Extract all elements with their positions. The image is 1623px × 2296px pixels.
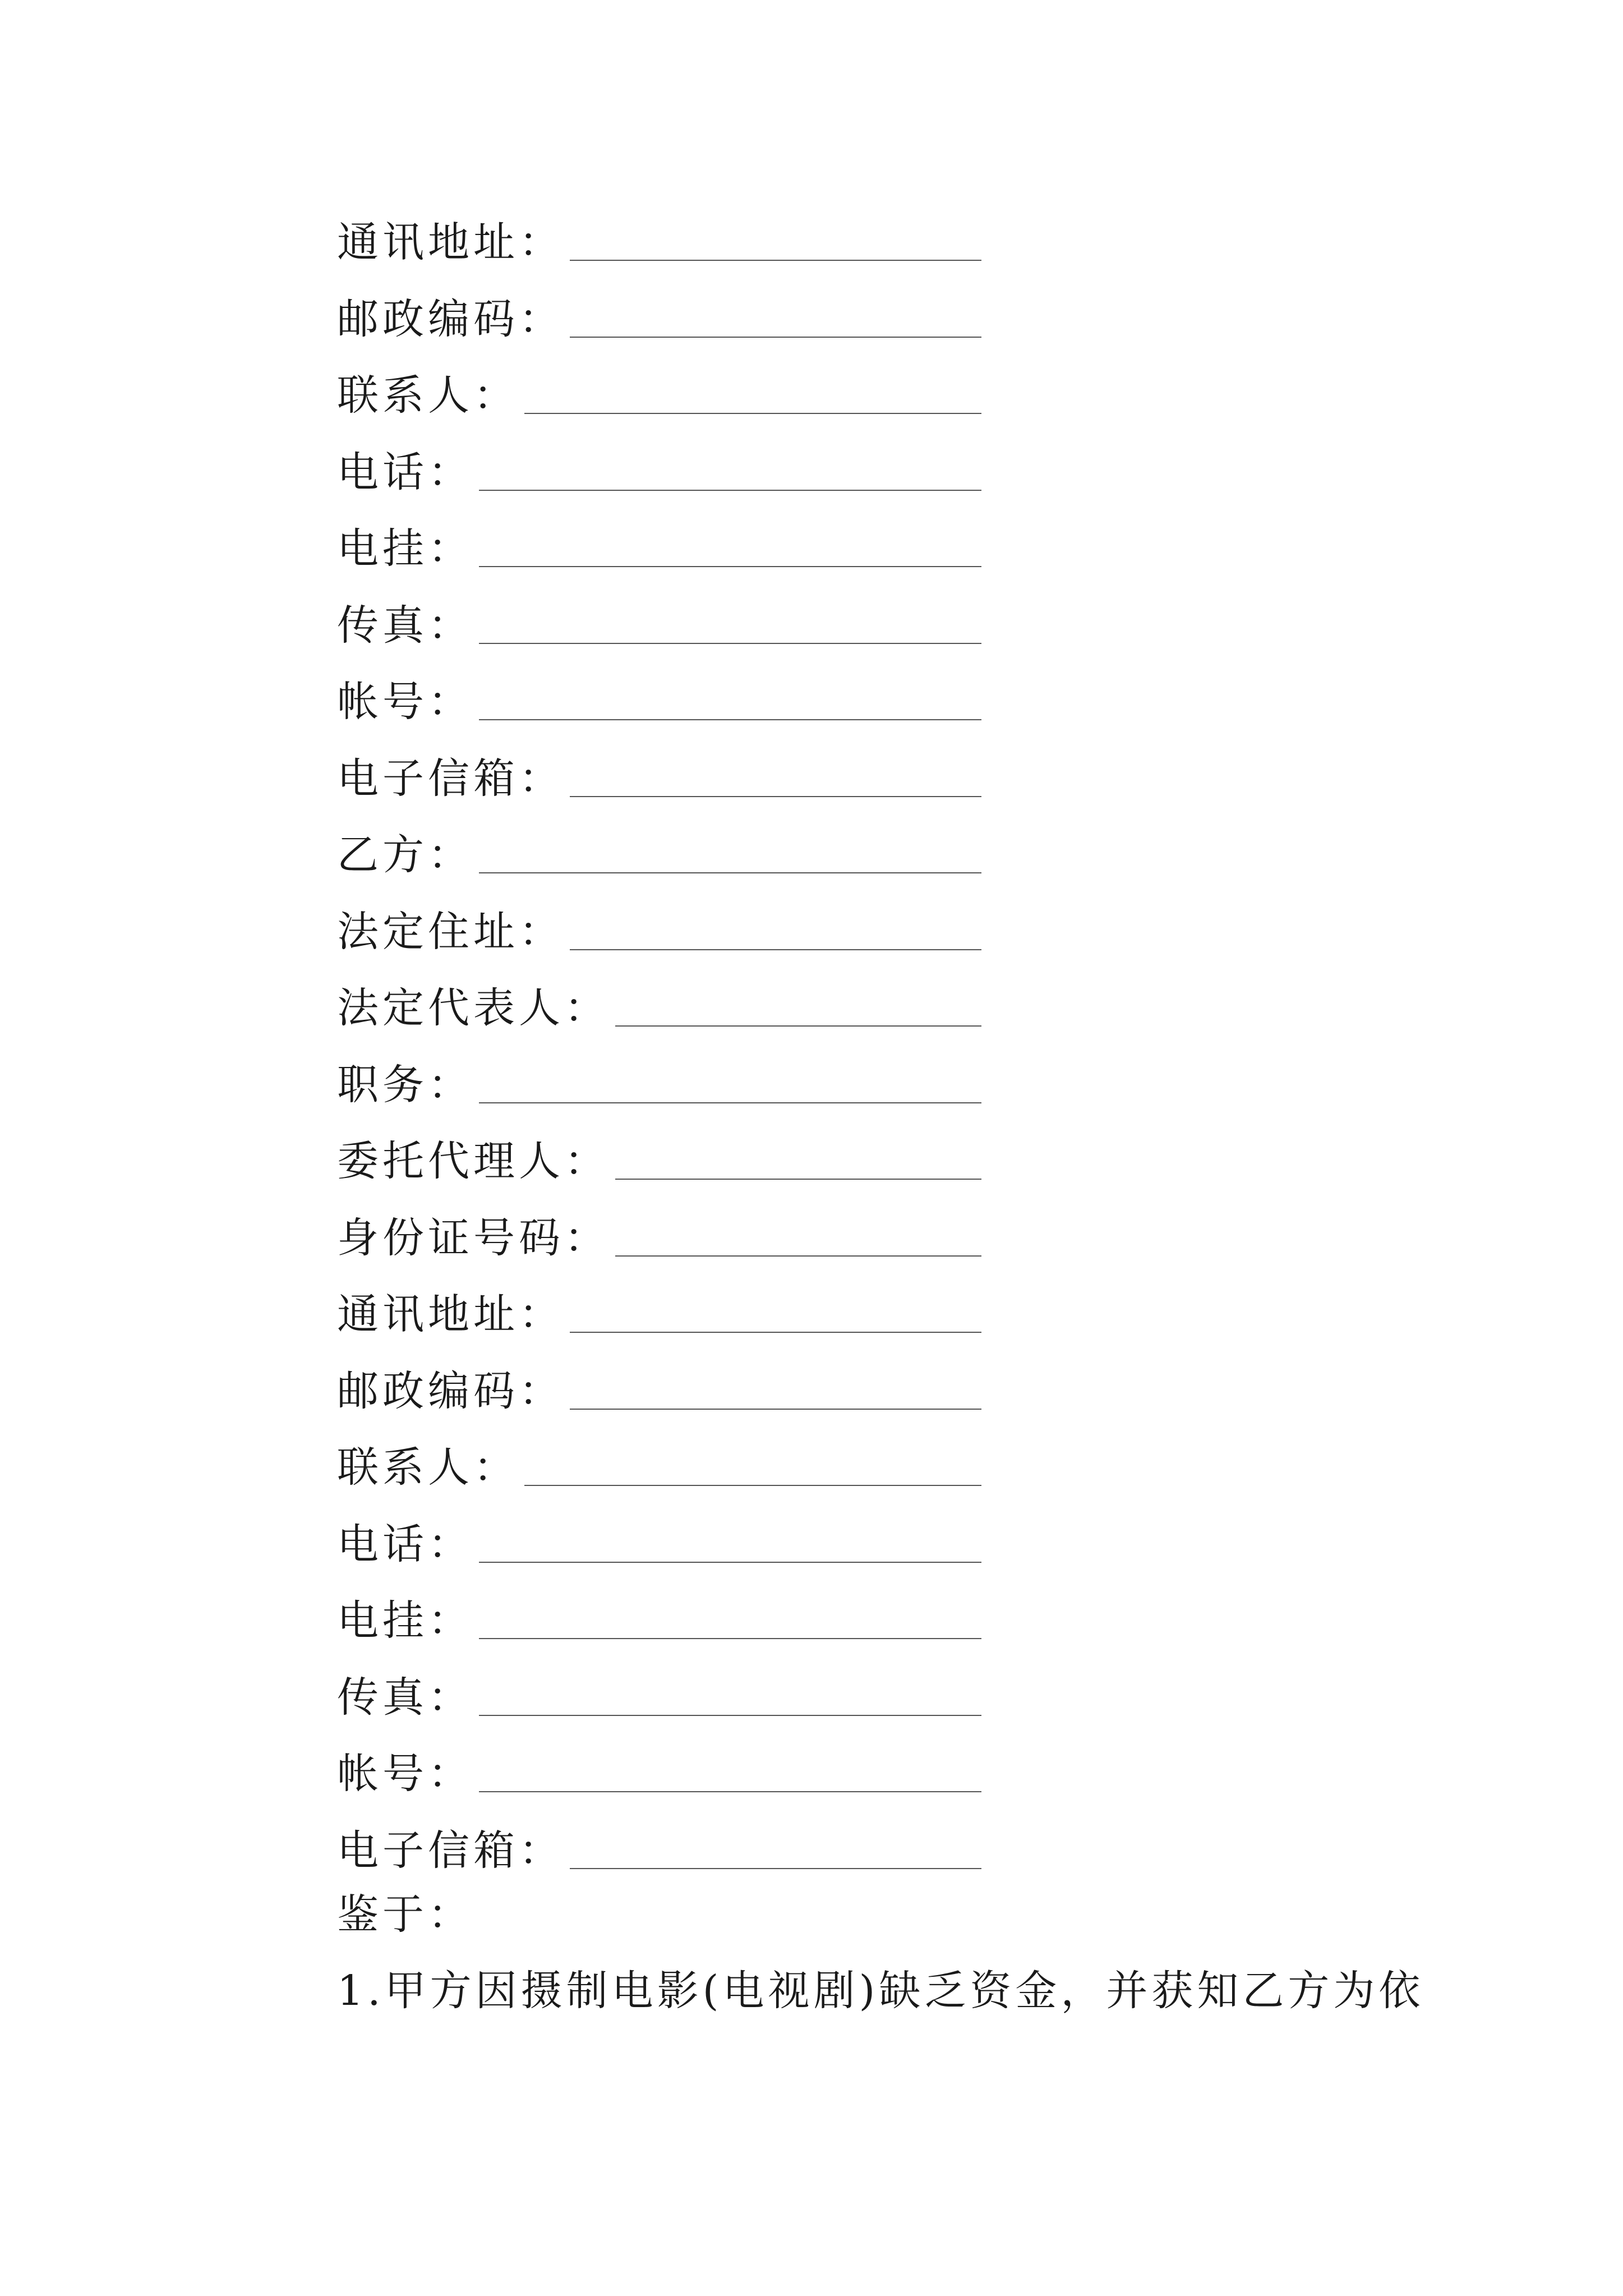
fill-in-blank-line[interactable] xyxy=(479,1715,981,1716)
form-field-row xyxy=(337,1124,1347,1200)
form-field-row xyxy=(337,1660,1347,1737)
field-label: 联系人： xyxy=(337,1443,519,1492)
contract-party-fields xyxy=(337,205,1347,1889)
field-label: 电挂： xyxy=(337,1596,473,1645)
form-field-row xyxy=(337,511,1347,588)
field-label: 法定代表人： xyxy=(337,984,610,1032)
form-field-row xyxy=(337,205,1347,282)
form-field-row xyxy=(337,1507,1347,1584)
field-label: 职务： xyxy=(337,1060,473,1109)
recital-paragraph-1: 1.甲方因摄制电影(电视剧)缺乏资金，并获知乙方为依 xyxy=(337,1967,1424,2015)
fill-in-blank-line[interactable] xyxy=(479,1102,981,1103)
fill-in-blank-line[interactable] xyxy=(615,1025,981,1027)
form-field-row xyxy=(337,282,1347,358)
field-label: 通讯地址： xyxy=(337,218,564,266)
fill-in-blank-line[interactable] xyxy=(479,566,981,567)
field-label: 电挂： xyxy=(337,524,473,573)
fill-in-blank-line[interactable] xyxy=(570,337,981,338)
field-label: 帐号： xyxy=(337,1750,473,1798)
form-field-row xyxy=(337,817,1347,894)
fill-in-blank-line[interactable] xyxy=(479,719,981,720)
field-label: 联系人： xyxy=(337,371,519,420)
field-label: 电子信箱： xyxy=(337,1826,564,1875)
field-label: 传真： xyxy=(337,1673,473,1722)
form-field-row xyxy=(337,1583,1347,1660)
form-field-row xyxy=(337,1047,1347,1124)
fill-in-blank-line[interactable] xyxy=(479,643,981,644)
form-field-row xyxy=(337,435,1347,512)
form-field-row xyxy=(337,1200,1347,1277)
field-label: 电子信箱： xyxy=(337,754,564,803)
fill-in-blank-line[interactable] xyxy=(479,490,981,491)
form-field-row xyxy=(337,358,1347,435)
field-label: 乙方： xyxy=(337,831,473,879)
field-label: 通讯地址： xyxy=(337,1290,564,1338)
fill-in-blank-line[interactable] xyxy=(570,796,981,797)
field-label: 法定住址： xyxy=(337,907,564,956)
fill-in-blank-line[interactable] xyxy=(570,1409,981,1410)
fill-in-blank-line[interactable] xyxy=(570,1868,981,1869)
form-field-row xyxy=(337,664,1347,741)
fill-in-blank-line[interactable] xyxy=(615,1255,981,1257)
fill-in-blank-line[interactable] xyxy=(524,1485,981,1486)
fill-in-blank-line[interactable] xyxy=(479,1638,981,1639)
fill-in-blank-line[interactable] xyxy=(570,1332,981,1333)
field-label: 委托代理人： xyxy=(337,1137,610,1185)
field-label: 传真： xyxy=(337,601,473,650)
field-label: 邮政编码： xyxy=(337,295,564,343)
fill-in-blank-line[interactable] xyxy=(524,413,981,414)
fill-in-blank-line[interactable] xyxy=(570,260,981,261)
fill-in-blank-line[interactable] xyxy=(615,1179,981,1180)
form-field-row xyxy=(337,1430,1347,1507)
fill-in-blank-line[interactable] xyxy=(570,949,981,950)
form-field-row xyxy=(337,1813,1347,1890)
form-field-row xyxy=(337,588,1347,665)
fill-in-blank-line[interactable] xyxy=(479,872,981,873)
form-field-row xyxy=(337,741,1347,818)
field-label: 邮政编码： xyxy=(337,1366,564,1415)
field-label: 电话： xyxy=(337,448,473,496)
form-field-row xyxy=(337,894,1347,971)
fill-in-blank-line[interactable] xyxy=(479,1562,981,1563)
form-field-row xyxy=(337,1354,1347,1430)
field-label: 电话： xyxy=(337,1520,473,1568)
fill-in-blank-line[interactable] xyxy=(479,1791,981,1792)
field-label: 帐号： xyxy=(337,678,473,726)
form-field-row xyxy=(337,1736,1347,1813)
recitals-heading: 鉴于： xyxy=(337,1890,473,1939)
form-field-row xyxy=(337,1277,1347,1354)
form-field-row xyxy=(337,970,1347,1047)
field-label: 身份证号码： xyxy=(337,1213,610,1262)
